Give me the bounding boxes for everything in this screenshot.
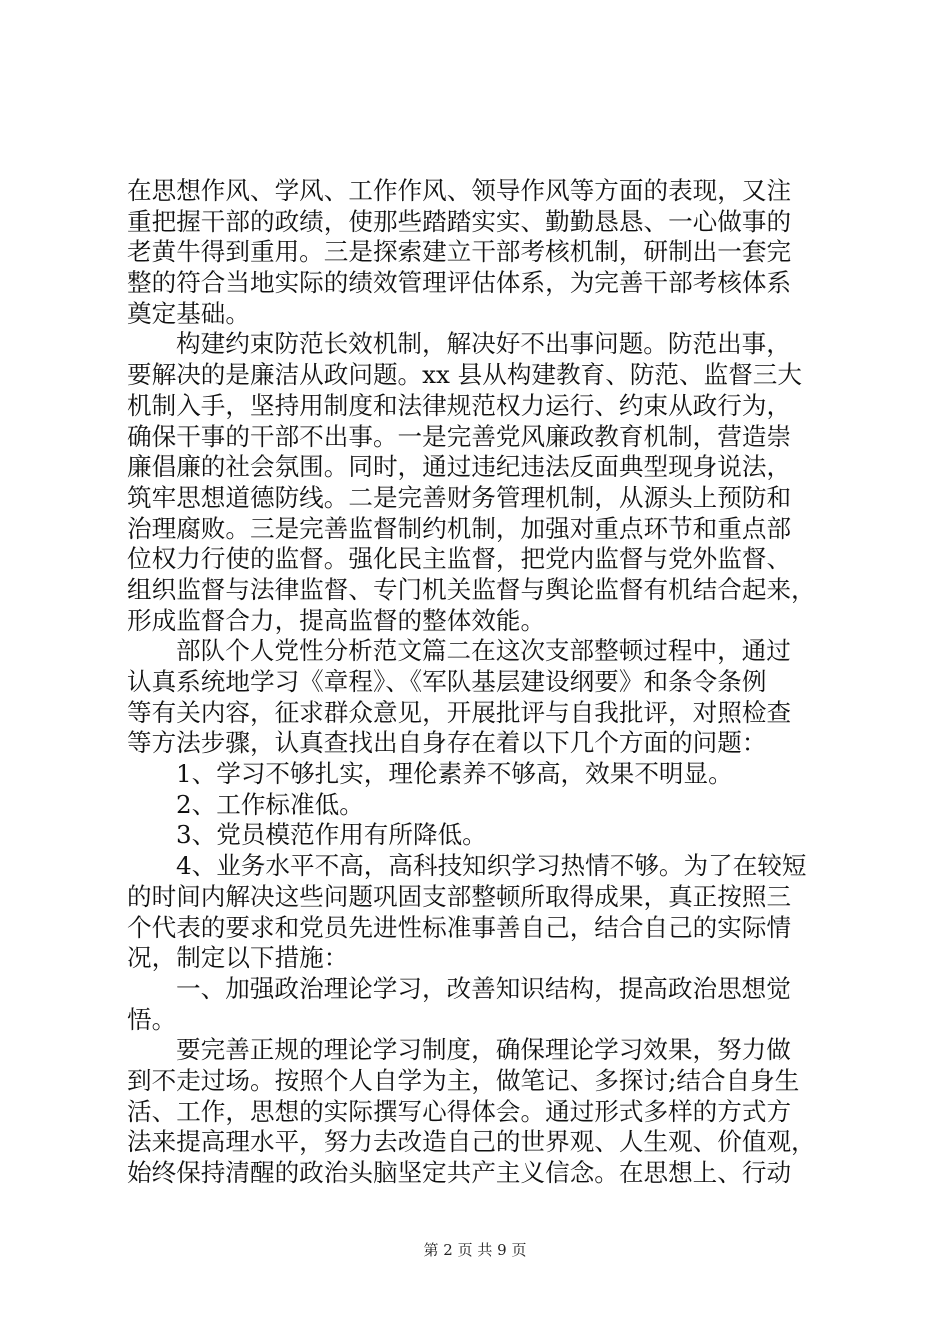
text-line: 2、工作标准低。 (176, 789, 364, 819)
text-line: 始终保持清醒的政治头脑坚定共产主义信念。在思想上、行动 (127, 1158, 792, 1187)
text-line: 1、学习不够扎实，理伦素养不够高，效果不明显。 (176, 759, 733, 789)
text-line: 奠定基础。 (127, 298, 250, 328)
text-line: 形成监督合力，提高监督的整体效能。 (127, 605, 546, 635)
text-line: 要完善正规的理论学习制度，确保理论学习效果，努力做 (176, 1035, 791, 1065)
text-line: 整的符合当地实际的绩效管理评估体系，为完善干部考核体系 (127, 268, 792, 298)
text-line: 等有关内容，征求群众意见，开展批评与自我批评，对照检查 (127, 697, 792, 727)
text-line: 老黄牛得到重用。三是探索建立干部考核机制，研制出一套完 (127, 237, 792, 267)
text-line: 重把握干部的政绩，使那些踏踏实实、勤勤恳恳、一心做事的 (127, 206, 792, 236)
document-body (127, 176, 833, 1189)
text-line: 悟。 (127, 1004, 177, 1034)
text-line: 机制入手，坚持用制度和法律规范权力运行、约束从政行为， (127, 390, 792, 420)
text-line: 确保干事的干部不出事。一是完善党风廉政教育机制，营造崇 (127, 421, 792, 451)
text-line: 况，制定以下措施： (127, 943, 349, 973)
text-line: 等方法步骤，认真查找出自身存在着以下几个方面的问题： (127, 728, 767, 758)
text-line: 在思想作风、学风、工作作风、领导作风等方面的表现，又注 (127, 176, 792, 205)
text-line: 个代表的要求和党员先进性标准事善自己，结合自己的实际情 (127, 912, 792, 942)
text-line: 构建约束防范长效机制，解决好不出事问题。防范出事， (176, 329, 791, 359)
text-line: 一、加强政治理论学习，改善知识结构，提高政治思想觉 (176, 973, 791, 1003)
text-line: 部队个人党性分析范文篇二在这次支部整顿过程中，通过 (176, 636, 791, 666)
text-line: 要解决的是廉洁从政问题。xx 县从构建教育、防范、监督三大 (127, 360, 802, 390)
text-line: 法来提高理水平，努力去改造自己的世界观、人生观、价值观， (127, 1127, 816, 1157)
text-line: 4、业务水平不高，高科技知织学习热情不够。为了在较短 (176, 851, 807, 881)
text-line: 筑牢思想道德防线。二是完善财务管理机制，从源头上预防和 (127, 482, 792, 512)
text-line: 认真系统地学习《章程》、《军队基层建设纲要》和条令条例 (127, 667, 767, 696)
text-line: 组织监督与法律监督、专门机关监督与舆论监督有机结合起来， (127, 574, 816, 604)
text-line: 廉倡廉的社会氛围。同时，通过违纪违法反面典型现身说法， (127, 452, 792, 482)
text-line: 活、工作，思想的实际撰写心得体会。通过形式多样的方式方 (127, 1096, 792, 1126)
text-line: 的时间内解决这些问题巩固支部整顿所取得成果，真正按照三 (127, 881, 792, 911)
text-line: 3、党员模范作用有所降低。 (176, 820, 487, 850)
text-line: 治理腐败。三是完善监督制约机制，加强对重点环节和重点部 (127, 513, 792, 543)
page-footer: 第 2 页 共 9 页 (423, 1241, 527, 1259)
text-line: 到不走过场。按照个人自学为主，做笔记、多探讨;结合自身生 (127, 1065, 800, 1095)
text-line: 位权力行使的监督。强化民主监督，把党内监督与党外监督、 (127, 544, 792, 574)
